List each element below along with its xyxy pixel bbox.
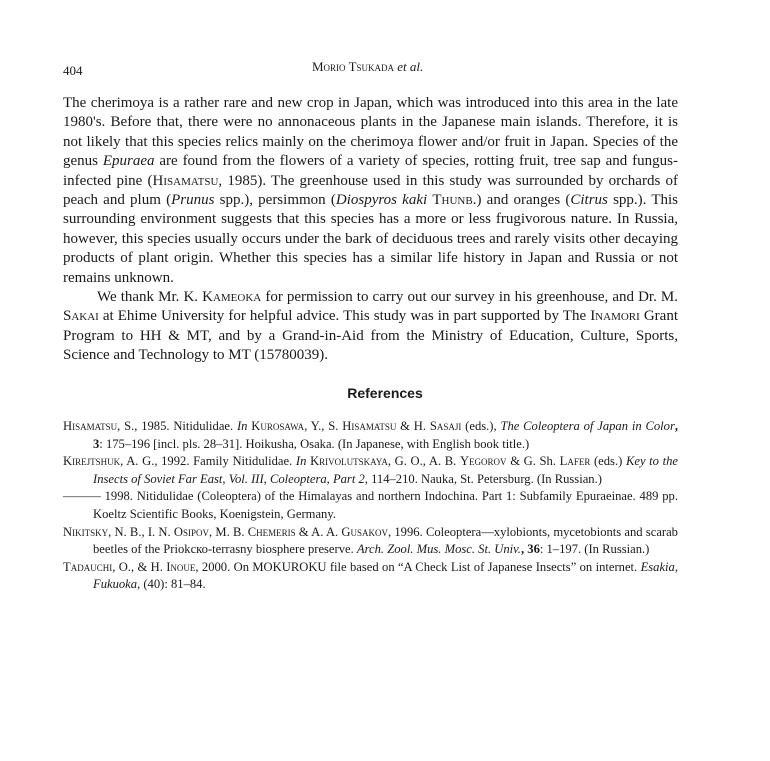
text-run: , S., 1985. Nitidulidae. <box>117 419 237 433</box>
references-list <box>63 418 678 594</box>
reference-author: Sasaji <box>429 419 462 433</box>
reference-item <box>63 488 678 523</box>
paragraph-discussion <box>63 94 678 288</box>
reference-author: Tadauchi <box>63 559 113 574</box>
reference-item <box>63 524 678 559</box>
text-run: We thank Mr. K. <box>97 289 203 306</box>
text-run: , N. B., I. N. <box>108 524 174 539</box>
reference-volume: , 3 <box>93 419 679 451</box>
citation-author: Hisamatsu <box>152 172 219 189</box>
reference-item <box>63 453 678 488</box>
genus-name: Epuraea <box>102 153 155 170</box>
reference-author: Lafer <box>559 454 591 469</box>
text-run: : 1–197. (In Russian.) <box>539 542 650 557</box>
text-run: , 2000. On MOKUROKU file based on “A Check List of Japanese Insects” on internet. <box>195 559 641 574</box>
text-run: (eds.) <box>590 454 626 469</box>
text-run: : 175–196 [incl. pls. 28–31]. Hoikusha, Osaka. (In Japanese, with English book title.) <box>99 436 530 451</box>
text-run: spp.), persimmon ( <box>214 192 336 209</box>
text-run: & G. Sh. <box>506 454 560 469</box>
reference-author: Yegorov <box>459 454 507 469</box>
genus-name: Citrus <box>570 192 608 209</box>
reference-author: Hisamatsu <box>63 419 118 433</box>
text-run: , 1996. Coleoptera—xylobionts, mycetobionts and scarab beetles of the Priokско-terrasny biosphere preserve. <box>93 524 678 557</box>
reference-item <box>63 418 678 453</box>
reference-item <box>63 559 678 594</box>
text-run: (eds.), <box>461 419 501 433</box>
reference-author: Kurosawa <box>251 419 305 433</box>
species-authority: Thunb. <box>432 192 477 209</box>
text-run: & H. <box>396 419 430 433</box>
reference-author: Hisamatsu <box>342 419 397 433</box>
references-heading: References <box>347 385 423 401</box>
reference-journal: Arch. Zool. Mus. Mosc. St. Univ. <box>356 542 521 557</box>
species-name: Diospyros kaki <box>335 192 428 209</box>
text-run: & A. A. <box>295 524 342 539</box>
text-run: , M. B. <box>209 524 248 539</box>
running-head-etal: et al. <box>397 59 424 74</box>
person-name: Kameoka <box>202 289 262 306</box>
person-name: Sakai <box>63 308 99 325</box>
text-run: , Y., S. <box>304 419 343 433</box>
reference-journal: Esakia, Fukuoka <box>93 559 678 592</box>
text-run: , 1985). The greenhouse used in this study was surrounded by orchards of peach and plum ( <box>63 172 678 209</box>
genus-name: Prunus <box>171 192 215 209</box>
running-head-author: Morio Tsukada <box>312 59 395 74</box>
text-run: The cherimoya is a rather rare and new crop in Japan, which was introduced into this area in the late 1980's. Before that, there were no annonaceous plants in the Japanese main islands. Therefore, it is not likely that this species relics mainly on the cherimoya flower and/or fruit in Japan. Species of the genus <box>63 95 678 170</box>
organization-name: Inamori <box>590 308 640 325</box>
text-run: In <box>295 454 307 469</box>
reference-author: Chemeris <box>247 524 296 539</box>
reference-author: Osipov <box>173 524 209 539</box>
text-run: for permission to carry out our survey in his greenhouse, and Dr. M. <box>261 289 679 306</box>
text-run: Grant Program to HH & MT, and by a Grand-in-Aid from the Ministry of Education, Culture, Sports, Science and Technology to MT (15780039). <box>63 308 678 364</box>
paragraph-acknowledgements <box>63 288 678 366</box>
text-run: , A. G., 1992. Family Nitidulidae. <box>120 454 296 469</box>
repeat-author-dash: ——— <box>63 489 101 504</box>
text-run: , G. O., A. B. <box>387 454 460 469</box>
reference-author: Gusakov <box>341 524 389 539</box>
reference-author: Nikitsky <box>63 524 109 539</box>
text-run: ) and oranges ( <box>476 192 571 209</box>
text-run: , 114–210. Nauka, St. Petersburg. (In Russian.) <box>364 471 602 486</box>
page-number: 404 <box>63 63 83 78</box>
reference-title: The Coleoptera of Japan in Color <box>500 419 675 433</box>
text-run: spp.). This surrounding environment suggests that this species has a more or less frugivorous nature. In Russia, however, this species usually occurs under the bark of deciduous trees and rarely visits other decaying products of plant origin. Whether this species has a similar life history in Japan and Russia or not remains unknown. <box>63 192 679 286</box>
reference-title: Key to the Insects of Soviet Far East, Vol. III, Coleoptera, Part 2 <box>93 454 679 486</box>
text-run: 1998. Nitidulidae (Coleoptera) of the Himalayas and northern Indochina. Part 1: Subfamily Epuraeinae. 489 pp. Koeltz Scientific Books, Koenigstein, Germany. <box>93 489 678 521</box>
reference-author: Inoue <box>166 559 196 574</box>
reference-volume: , 36 <box>520 542 540 557</box>
text-run: are found from the flowers of a variety of species, rotting fruit, tree sap and fungus-infected pine ( <box>63 153 678 189</box>
reference-author: Krivolutskaya <box>310 454 388 469</box>
reference-author: Kirejtshuk <box>63 454 121 469</box>
text-run: , (40): 81–84. <box>137 577 206 592</box>
running-head <box>312 59 423 75</box>
text-run: In <box>236 419 248 433</box>
text-run: , O., & H. <box>112 559 167 574</box>
body-text <box>63 94 678 366</box>
text-run: at Ehime University for helpful advice. This study was in part supported by The <box>98 308 591 325</box>
